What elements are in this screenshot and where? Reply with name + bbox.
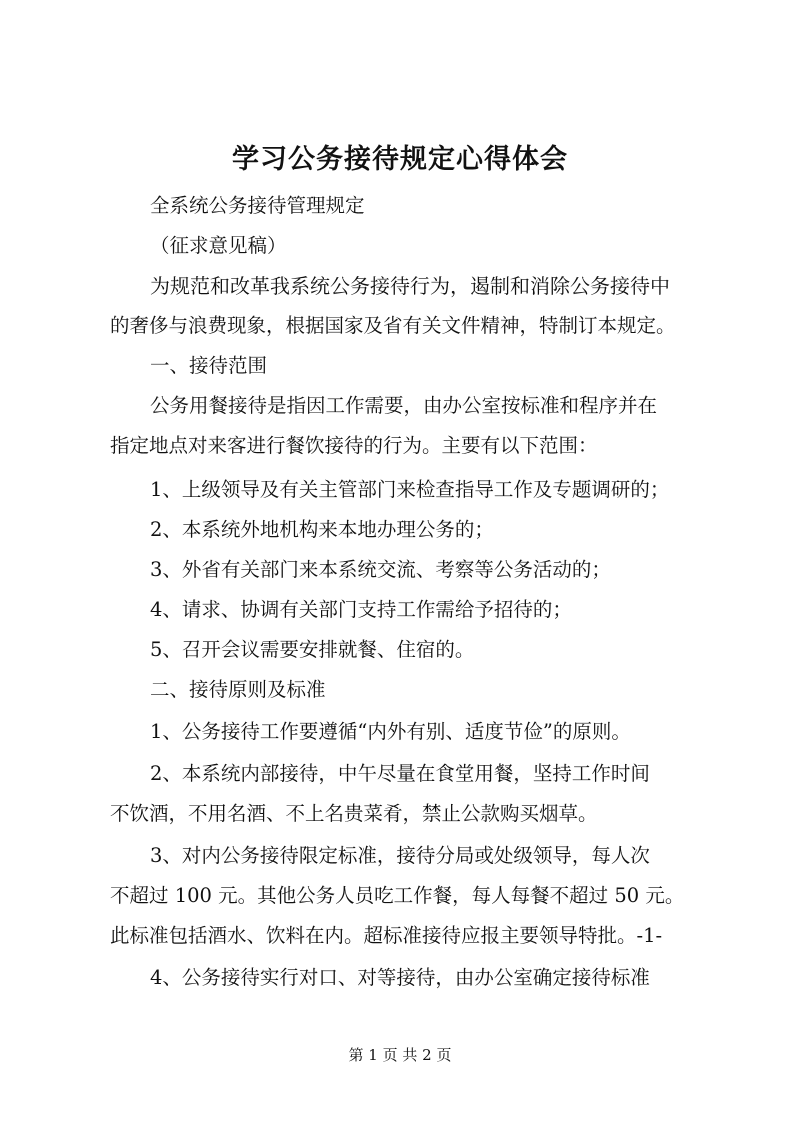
list-item: 3、外省有关部门来本系统交流、考察等公务活动的； (150, 558, 611, 581)
page-footer: 第 1 页 共 2 页 (348, 1046, 452, 1064)
list-item: 5、召开会议需要安排就餐、住宿的。 (150, 638, 475, 661)
list-item: 1、公务接待工作要遵循“内外有别、适度节俭”的原则。 (150, 720, 631, 743)
paragraph-line: 的奢侈与浪费现象，根据国家及省有关文件精神，特制订本规定。 (110, 314, 676, 337)
list-item: 4、请求、协调有关部门支持工作需给予招待的； (150, 598, 572, 621)
paragraph-line: （征求意见稿） (150, 234, 287, 257)
list-item: 3、对内公务接待限定标准，接待分局或处级领导，每人次 (150, 844, 650, 867)
list-item: 2、本系统外地机构来本地办理公务的； (150, 518, 494, 541)
list-item: 4、公务接待实行对口、对等接待，由办公室确定接待标准 (150, 966, 650, 989)
paragraph-line: 公务用餐接待是指因工作需要，由办公室按标准和程序并在 (150, 394, 658, 417)
paragraph-line: 为规范和改革我系统公务接待行为，遏制和消除公务接待中 (150, 274, 670, 298)
list-item: 1、上级领导及有关主管部门来检查指导工作及专题调研的； (150, 478, 670, 501)
paragraph-line: 不饮酒，不用名酒、不上名贵菜肴，禁止公款购买烟草。 (110, 802, 598, 825)
section-heading: 二、接待原则及标准 (150, 678, 326, 701)
list-item: 2、本系统内部接待，中午尽量在食堂用餐，坚持工作时间 (150, 762, 650, 785)
section-heading: 一、接待范围 (150, 354, 268, 377)
paragraph-line: 全系统公务接待管理规定 (150, 194, 365, 217)
paragraph-line: 不超过 100 元。其他公务人员吃工作餐，每人每餐不超过 50 元。 (110, 884, 685, 907)
paragraph-line: 指定地点对来客进行餐饮接待的行为。主要有以下范围： (110, 434, 598, 457)
paragraph-line: 此标准包括酒水、饮料在内。超标准接待应报主要领导特批。-1- (110, 924, 663, 947)
document-title: 学习公务接待规定心得体会 (232, 144, 568, 175)
